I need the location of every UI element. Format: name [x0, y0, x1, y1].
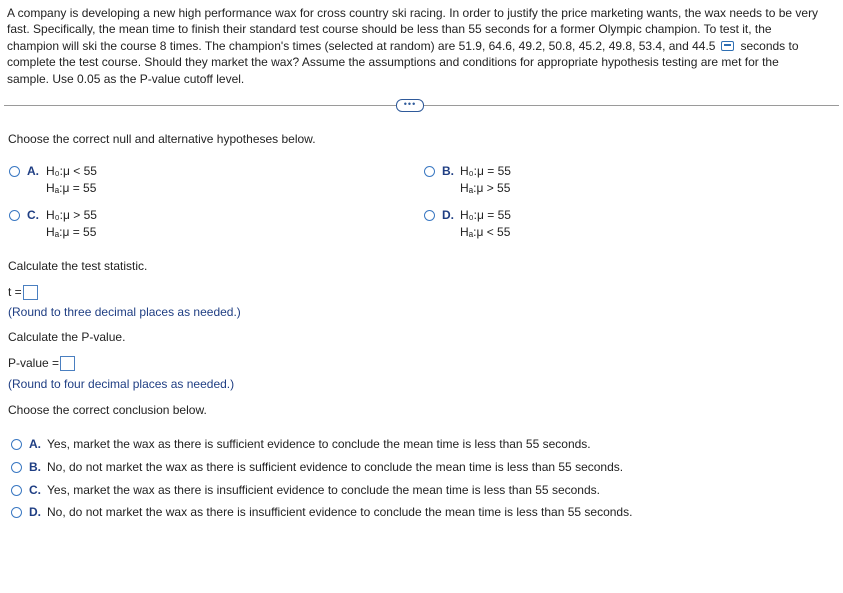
ha-text: Hₐ:μ < 55 — [460, 225, 511, 239]
option-letter: A. — [27, 164, 39, 178]
conclusion-text: Yes, market the wax as there is sufficient evidence to conclude the mean time is less than 55 seconds. — [47, 437, 591, 451]
conclusion-text: No, do not market the wax as there is insufficient evidence to conclude the mean time is less than 55 seconds. — [47, 505, 633, 519]
radio-conclusion-a[interactable] — [11, 439, 22, 450]
pvalue-label: P-value = — [8, 356, 60, 370]
problem-line-text: seconds to — [740, 38, 799, 53]
radio-hypothesis-d[interactable] — [424, 210, 435, 221]
radio-conclusion-c[interactable] — [11, 485, 22, 496]
radio-hypothesis-c[interactable] — [9, 210, 20, 221]
problem-line: fast. Specifically, the mean time to finish their standard test course should be less than 55 seconds for a former Olympic champion. To test it, the — [7, 22, 772, 37]
option-letter: B. — [442, 164, 454, 178]
ha-text: Hₐ:μ = 55 — [46, 225, 97, 239]
option-letter: C. — [27, 208, 39, 222]
conclusion-prompt: Choose the correct conclusion below. — [8, 403, 207, 417]
h0-text: H₀:μ = 55 — [460, 164, 511, 178]
pvalue-answer-row — [8, 356, 75, 371]
radio-conclusion-d[interactable] — [11, 507, 22, 518]
test-statistic-prompt: Calculate the test statistic. — [8, 259, 148, 273]
option-letter: D. — [442, 208, 454, 222]
t-label: t = — [8, 285, 22, 299]
pvalue-prompt: Calculate the P-value. — [8, 330, 126, 344]
ha-text: Hₐ:μ > 55 — [460, 181, 511, 195]
problem-line — [7, 38, 835, 54]
conclusion-text: No, do not market the wax as there is sufficient evidence to conclude the mean time is less than 55 seconds. — [47, 460, 624, 474]
data-table-icon[interactable] — [721, 41, 734, 51]
option-letter: A. — [29, 437, 41, 451]
h0-text: H₀:μ = 55 — [460, 208, 511, 222]
radio-hypothesis-a[interactable] — [9, 166, 20, 177]
radio-conclusion-b[interactable] — [11, 462, 22, 473]
radio-hypothesis-b[interactable] — [424, 166, 435, 177]
option-letter: C. — [29, 483, 41, 497]
problem-line-text: champion will ski the course 8 times. The champion's times (selected at random) are 51.9, 64.6, 49.2, 50.8, 45.2, 49.8, 53.4, and 44.5 — [7, 38, 716, 53]
h0-text: H₀:μ > 55 — [46, 208, 97, 222]
t-hint: (Round to three decimal places as needed.) — [8, 305, 241, 319]
option-letter: D. — [29, 505, 41, 519]
problem-line: A company is developing a new high performance wax for cross country ski racing. In order to justify the price marketing wants, the wax needs to be very — [7, 6, 819, 20]
t-answer-row — [8, 285, 38, 300]
problem-line: complete the test course. Should they market the wax? Assume the assumptions and conditions for appropriate hypothesis testing are met for the — [7, 55, 779, 70]
expand-handle-button[interactable]: ••• — [396, 99, 424, 112]
pvalue-hint: (Round to four decimal places as needed.) — [8, 377, 235, 391]
ha-text: Hₐ:μ = 55 — [46, 181, 97, 195]
h0-text: H₀:μ < 55 — [46, 164, 97, 178]
pvalue-answer-input[interactable] — [60, 356, 75, 371]
problem-line: sample. Use 0.05 as the P-value cutoff level. — [7, 71, 245, 86]
problem-statement — [7, 5, 835, 87]
conclusion-text: Yes, market the wax as there is insufficient evidence to conclude the mean time is less than 55 seconds. — [47, 483, 600, 497]
option-letter: B. — [29, 460, 41, 474]
t-answer-input[interactable] — [23, 285, 38, 300]
hypotheses-prompt: Choose the correct null and alternative hypotheses below. — [8, 132, 316, 146]
